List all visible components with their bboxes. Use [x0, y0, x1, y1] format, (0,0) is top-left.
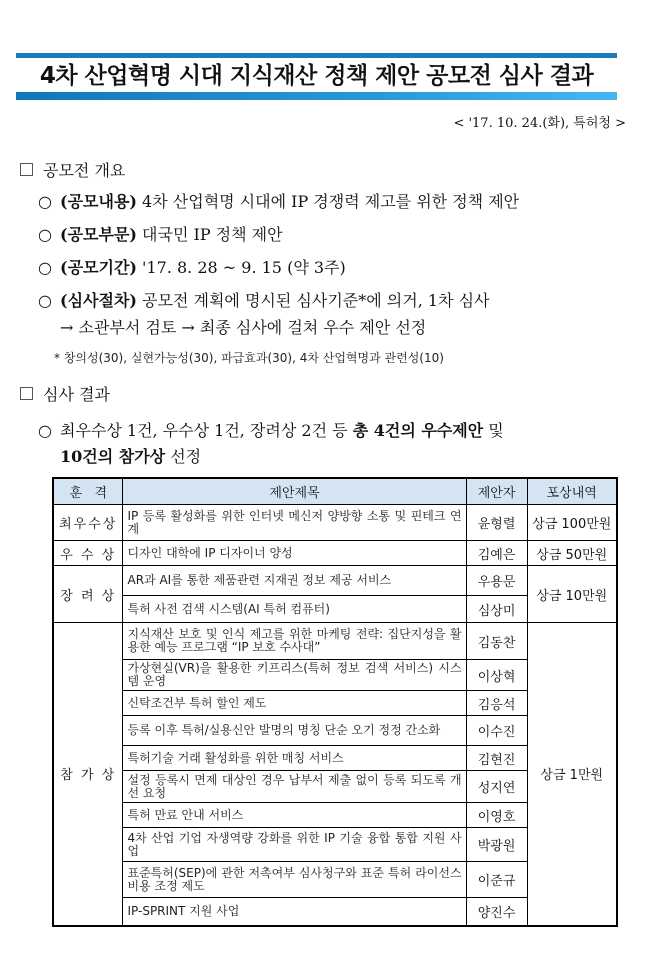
- name-cell: 이상혁: [466, 660, 527, 691]
- grade-cell: 우 수 상: [53, 541, 123, 566]
- item-label: (공모기간): [60, 258, 137, 277]
- title-cell: 4차 산업 기업 자생역량 강화를 위한 IP 기술 융합 통합 지원 사업: [123, 828, 466, 862]
- title-cell: 지식재산 보호 및 인식 제고를 위한 마케팅 전략: 집단지성을 활용한 예능 프로그램 “IP 보호 수사대”: [123, 623, 466, 660]
- results-table: [52, 477, 618, 927]
- item-text: 대국민 IP 정책 제안: [136, 225, 283, 244]
- dateline: < '17. 10. 24.(화), 특허청 >: [453, 116, 626, 131]
- title-cell: 설정 등록시 면제 대상인 경우 납부서 제출 없이 등록 되도록 개선 요청: [123, 771, 466, 803]
- summary-text: 최우수상 1건, 우수상 1건, 장려상 2건 등: [60, 421, 353, 440]
- overview-item: [38, 288, 623, 314]
- name-cell: 심상미: [466, 596, 527, 623]
- section-heading-text: 공모전 개요: [43, 161, 126, 180]
- item-label: (심사절차): [60, 291, 137, 310]
- column-header-grade: 훈 격: [53, 478, 123, 505]
- prize-cell: 상금 50만원: [527, 541, 617, 566]
- section-heading-overview: [20, 158, 125, 181]
- name-cell: 김동찬: [466, 623, 527, 660]
- grade-cell: 최우수상: [53, 505, 123, 541]
- grade-cell: 장 려 상: [53, 566, 123, 623]
- circle-bullet-icon: ○: [38, 225, 52, 244]
- square-bullet-icon: [20, 163, 33, 176]
- name-cell: 김응석: [466, 691, 527, 716]
- section-heading-text: 심사 결과: [43, 385, 110, 404]
- title-cell: AR과 AI를 통한 제품관련 지재권 정보 제공 서비스: [123, 566, 466, 596]
- title-cell: IP 등록 활성화를 위한 인터넷 메신저 양방향 소통 및 핀테크 연계: [123, 505, 466, 541]
- header-bar-bottom: [16, 92, 617, 100]
- document-title: 4차 산업혁명 시대 지식재산 정책 제안 공모전 심사 결과: [39, 63, 594, 89]
- column-header-proposer: 제안자: [466, 478, 527, 505]
- overview-item: [38, 189, 623, 215]
- title-cell: 표준특허(SEP)에 관한 저촉여부 심사청구와 표준 특허 라이선스 비용 조정 제도: [123, 862, 466, 898]
- overview-item: [38, 222, 623, 248]
- table-row: [53, 623, 617, 660]
- item-label: (공모부문): [60, 225, 137, 244]
- circle-bullet-icon: ○: [38, 258, 52, 277]
- table-row: [53, 541, 617, 566]
- item-text: 공모전 계획에 명시된 심사기준*에 의거, 1차 심사: [136, 291, 490, 310]
- title-cell: 등록 이후 특허/실용신안 발명의 명칭 단순 오기 정정 간소화: [123, 716, 466, 746]
- table-row: [53, 505, 617, 541]
- name-cell: 성지연: [466, 771, 527, 803]
- overview-item: [38, 255, 623, 281]
- grade-cell: 참 가 상: [53, 623, 123, 926]
- name-cell: 김현진: [466, 746, 527, 771]
- title-cell: 가상현실(VR)을 활용한 키프리스(특허 정보 검색 서비스) 시스템 운영: [123, 660, 466, 691]
- criteria-note: * 창의성(30), 실현가능성(30), 파급효과(30), 4차 산업혁명과 관련성(10): [54, 351, 444, 365]
- name-cell: 이준규: [466, 862, 527, 898]
- title-cell: IP-SPRINT 지원 사업: [123, 898, 466, 926]
- title-cell: 특허기술 거래 활성화를 위한 매칭 서비스: [123, 746, 466, 771]
- prize-cell: 상금 10만원: [527, 566, 617, 623]
- section-heading-results: [20, 382, 110, 405]
- overview-item-continuation: → 소관부서 검토 → 최종 심사에 걸쳐 우수 제안 선정: [60, 318, 427, 337]
- prize-cell: 상금 1만원: [527, 623, 617, 926]
- name-cell: 이영호: [466, 803, 527, 828]
- summary-highlight: 10건의 참가상: [60, 447, 166, 466]
- circle-bullet-icon: ○: [38, 291, 52, 310]
- item-text: '17. 8. 28 ~ 9. 15 (약 3주): [136, 258, 346, 277]
- prize-cell: 상금 100만원: [527, 505, 617, 541]
- summary-text: 및: [483, 421, 504, 440]
- title-cell: 특허 사전 검색 시스템(AI 특허 컴퓨터): [123, 596, 466, 623]
- name-cell: 양진수: [466, 898, 527, 926]
- item-label: (공모내용): [60, 192, 137, 211]
- item-text: 4차 산업혁명 시대에 IP 경쟁력 제고를 위한 정책 제안: [136, 192, 520, 211]
- summary-highlight: 총 4건의 우수제안: [352, 421, 484, 440]
- table-header-row: [53, 478, 617, 505]
- results-summary-continuation: [60, 444, 201, 470]
- name-cell: 김예은: [466, 541, 527, 566]
- table-row: [53, 566, 617, 596]
- name-cell: 윤형렬: [466, 505, 527, 541]
- results-summary: [38, 418, 623, 444]
- column-header-prize: 포상내역: [527, 478, 617, 505]
- title-cell: 신탁조건부 특허 할인 제도: [123, 691, 466, 716]
- summary-text: 선정: [165, 447, 202, 466]
- square-bullet-icon: [20, 387, 33, 400]
- name-cell: 이수진: [466, 716, 527, 746]
- circle-bullet-icon: ○: [38, 192, 52, 211]
- header-bar-top: [16, 53, 617, 58]
- circle-bullet-icon: ○: [38, 421, 52, 440]
- name-cell: 박광원: [466, 828, 527, 862]
- title-cell: 특허 만료 안내 서비스: [123, 803, 466, 828]
- name-cell: 우용문: [466, 566, 527, 596]
- column-header-title: 제안제목: [123, 478, 466, 505]
- title-cell: 디자인 대학에 IP 디자이너 양성: [123, 541, 466, 566]
